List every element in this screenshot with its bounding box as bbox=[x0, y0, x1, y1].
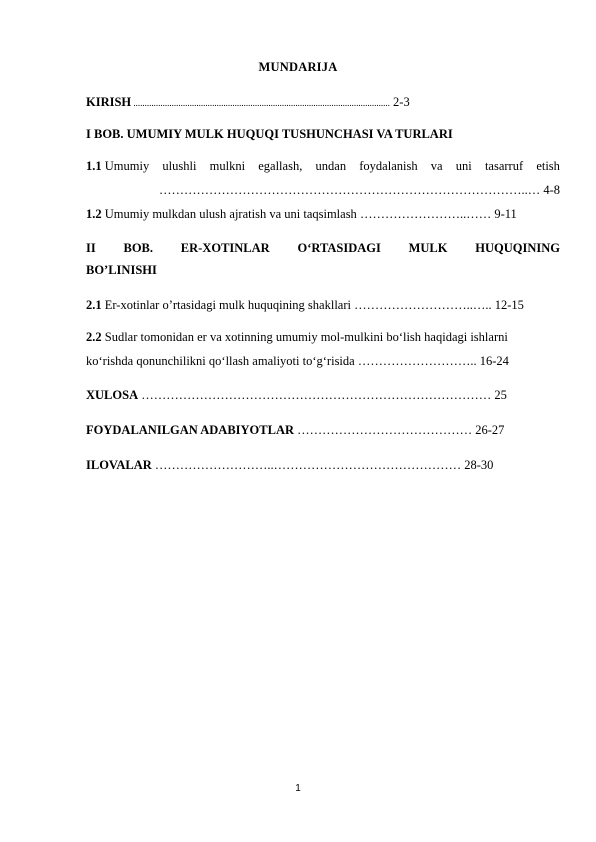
toc-entry-xulosa[interactable] bbox=[86, 388, 560, 403]
toc-chapter-2[interactable] bbox=[86, 241, 560, 256]
toc-word: II bbox=[86, 241, 96, 255]
toc-leader: ………………………..……………………………………… bbox=[151, 458, 462, 472]
toc-word: ulushli bbox=[162, 159, 197, 173]
toc-pages: 2-3 bbox=[389, 95, 410, 109]
toc-pages: 9-11 bbox=[491, 207, 517, 221]
toc-word: HUQUQINING bbox=[475, 241, 560, 255]
toc-pages: 28-30 bbox=[461, 458, 494, 472]
toc-entry-ilovalar[interactable] bbox=[86, 458, 560, 473]
toc-title: ko‘rishda qonunchilikni qo‘llash amaliyoti to‘g‘risida bbox=[86, 354, 358, 368]
toc-label: XULOSA bbox=[86, 388, 139, 402]
toc-word: ER-XOTINLAR bbox=[180, 241, 270, 255]
toc-pages: 26-27 bbox=[472, 423, 505, 437]
toc-leader: ………………………………………………………………………… bbox=[138, 388, 492, 402]
toc-pages: 25 bbox=[491, 388, 507, 402]
toc-word: BOB. bbox=[123, 241, 154, 255]
toc-number: 2.1 bbox=[86, 298, 102, 312]
toc-leader: ……………………….. bbox=[357, 354, 477, 368]
toc-pages: 12-15 bbox=[491, 298, 524, 312]
toc-label: ILOVALAR bbox=[86, 458, 152, 472]
toc-title: Er-xotinlar o’rtasidagi mulk huquqining shakllari bbox=[101, 298, 355, 312]
toc-label: FOYDALANILGAN ADABIYOTLAR bbox=[86, 423, 295, 437]
toc-entry-2-2[interactable] bbox=[86, 330, 560, 345]
toc-leader: ………………………..….. bbox=[354, 298, 492, 312]
toc-chapter-2-line2: BO’LINISHI bbox=[86, 263, 157, 277]
toc-word: uni bbox=[455, 159, 472, 173]
toc-chapter-1[interactable]: I BOB. UMUMIY MULK HUQUQI TUSHUNCHASI VA TURLARI bbox=[86, 127, 453, 141]
toc-number: 1.1 bbox=[86, 159, 102, 173]
toc-number: 1.2 bbox=[86, 207, 102, 221]
toc-pages: 4-8 bbox=[540, 183, 560, 197]
toc-word: egallash, bbox=[258, 159, 303, 173]
toc-leader: ……………………………………………………………………………..… bbox=[158, 183, 541, 197]
page-title: MUNDARIJA bbox=[258, 60, 338, 74]
toc-entry-1-2[interactable] bbox=[86, 207, 560, 222]
toc-label: KIRISH bbox=[86, 95, 132, 109]
toc-entry-1-1-first bbox=[86, 159, 149, 174]
toc-entry-2-1[interactable] bbox=[86, 298, 560, 313]
toc-leader: …………………………………… bbox=[294, 423, 473, 437]
toc-word: etish bbox=[536, 159, 560, 173]
toc-leader: .................................................................................................................. bbox=[131, 98, 390, 108]
toc-entry-kirish[interactable] bbox=[86, 95, 560, 110]
toc-word: tasarruf bbox=[484, 159, 524, 173]
toc-entry-adabiyotlar[interactable] bbox=[86, 423, 560, 438]
toc-entry-2-2-line2 bbox=[86, 354, 560, 369]
toc-leader: ……………………..…… bbox=[359, 207, 492, 221]
toc-title: Umumiy mulkdan ulush ajratish va uni taqsimlash bbox=[101, 207, 360, 221]
toc-pages: 16-24 bbox=[476, 354, 509, 368]
toc-word: mulkni bbox=[209, 159, 246, 173]
toc-word: undan bbox=[315, 159, 347, 173]
toc-title: Sudlar tomonidan er va xotinning umumiy mol-mulkini bo‘lish haqidagi ishlarni bbox=[101, 330, 508, 344]
toc-entry-1-1[interactable] bbox=[86, 159, 560, 174]
toc-word: O‘RTASIDAGI bbox=[297, 241, 381, 255]
toc-entry-1-1-line1 bbox=[86, 159, 560, 174]
toc-word: va bbox=[430, 159, 443, 173]
page-number: 1 bbox=[295, 783, 301, 794]
toc-word: Umumiy bbox=[104, 159, 150, 173]
toc-number: 2.2 bbox=[86, 330, 102, 344]
toc-word: MULK bbox=[408, 241, 448, 255]
toc-entry-1-1-line2 bbox=[102, 183, 560, 198]
toc-word: foydalanish bbox=[359, 159, 418, 173]
